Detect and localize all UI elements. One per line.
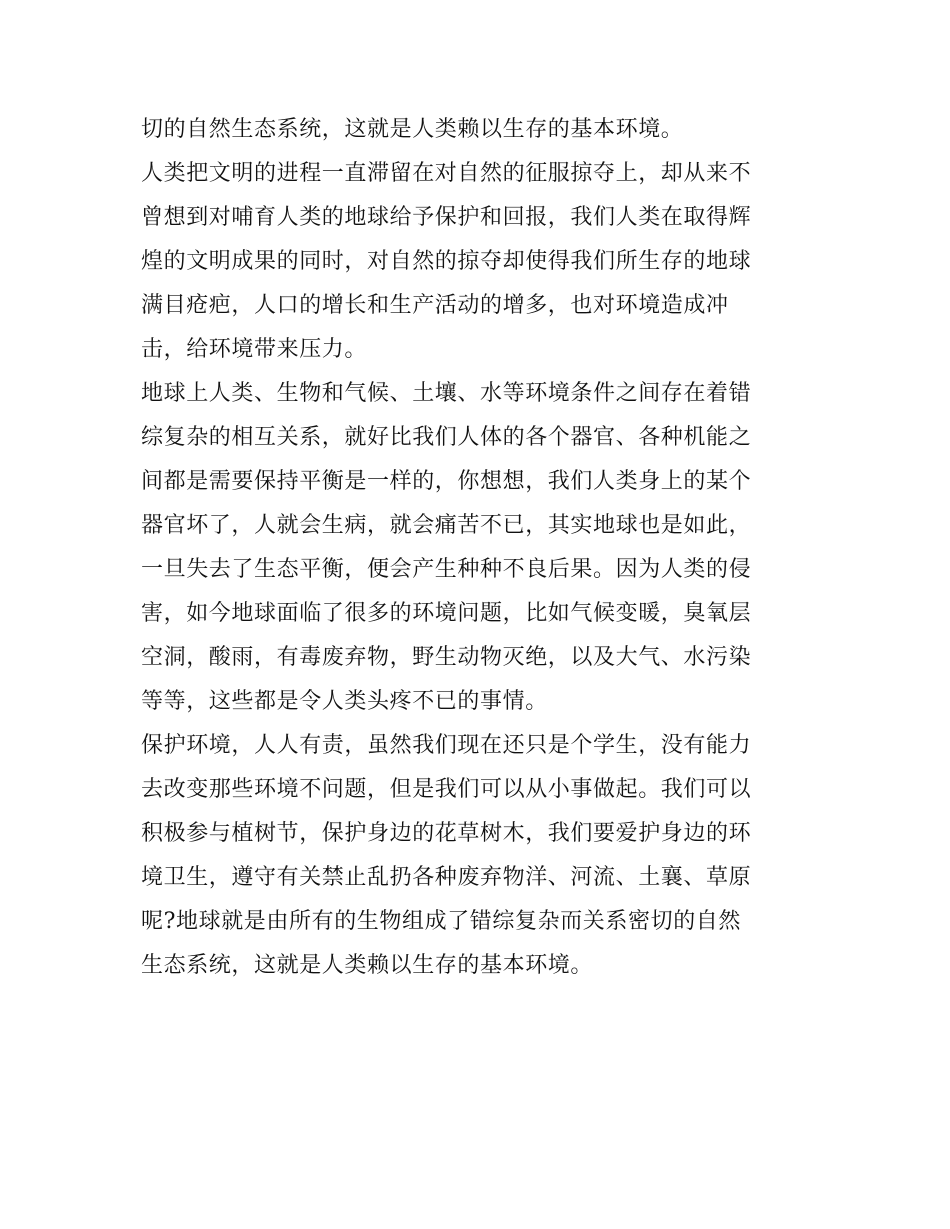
text-line: 空洞，酸雨，有毒废弃物，野生动物灭绝，以及大气、水污染 <box>141 645 752 670</box>
text-line: 满目疮疤，人口的增长和生产活动的增多，也对环境造成冲 <box>141 293 729 318</box>
text-line: 器官坏了，人就会生病，就会痛苦不已，其实地球也是如此， <box>141 513 752 538</box>
text-line: 曾想到对哺育人类的地球给予保护和回报，我们人类在取得辉 <box>141 205 752 230</box>
text-line: 生态系统，这就是人类赖以生存的基本环境。 <box>141 953 594 978</box>
paragraph-1 <box>141 108 821 152</box>
text-line: 地球上人类、生物和气候、土壤、水等环境条件之间存在着错 <box>141 381 752 406</box>
document-body <box>141 108 821 988</box>
text-line: 保护环境，人人有责，虽然我们现在还只是个学生，没有能力 <box>141 733 752 758</box>
text-line: 积极参与植树节，保护身边的花草树木，我们要爱护身边的环 <box>141 821 752 846</box>
text-line: 去改变那些环境不问题，但是我们可以从小事做起。我们可以 <box>141 777 752 802</box>
text-line: 煌的文明成果的同时，对自然的掠夺却使得我们所生存的地球 <box>141 249 752 274</box>
text-line: 害，如今地球面临了很多的环境问题，比如气候变暖，臭氧层 <box>141 601 752 626</box>
text-line: 切的自然生态系统，这就是人类赖以生存的基本环境。 <box>141 117 684 142</box>
text-line: 间都是需要保持平衡是一样的，你想想，我们人类身上的某个 <box>141 469 752 494</box>
text-line: 一旦失去了生态平衡，便会产生种种不良后果。因为人类的侵 <box>141 557 752 582</box>
text-line: 呢?地球就是由所有的生物组成了错综复杂而关系密切的自然 <box>141 909 741 934</box>
text-line: 等等，这些都是令人类头疼不已的事情。 <box>141 689 548 714</box>
text-line: 综复杂的相互关系，就好比我们人体的各个器官、各种机能之 <box>141 425 752 450</box>
paragraph-4 <box>141 724 821 988</box>
text-line: 境卫生，遵守有关禁止乱扔各种废弃物洋、河流、土襄、草原 <box>141 865 752 890</box>
paragraph-2 <box>141 152 821 372</box>
text-line: 击，给环境带来压力。 <box>141 337 368 362</box>
paragraph-3 <box>141 372 821 724</box>
text-line: 人类把文明的进程一直滞留在对自然的征服掠夺上，却从来不 <box>141 161 752 186</box>
